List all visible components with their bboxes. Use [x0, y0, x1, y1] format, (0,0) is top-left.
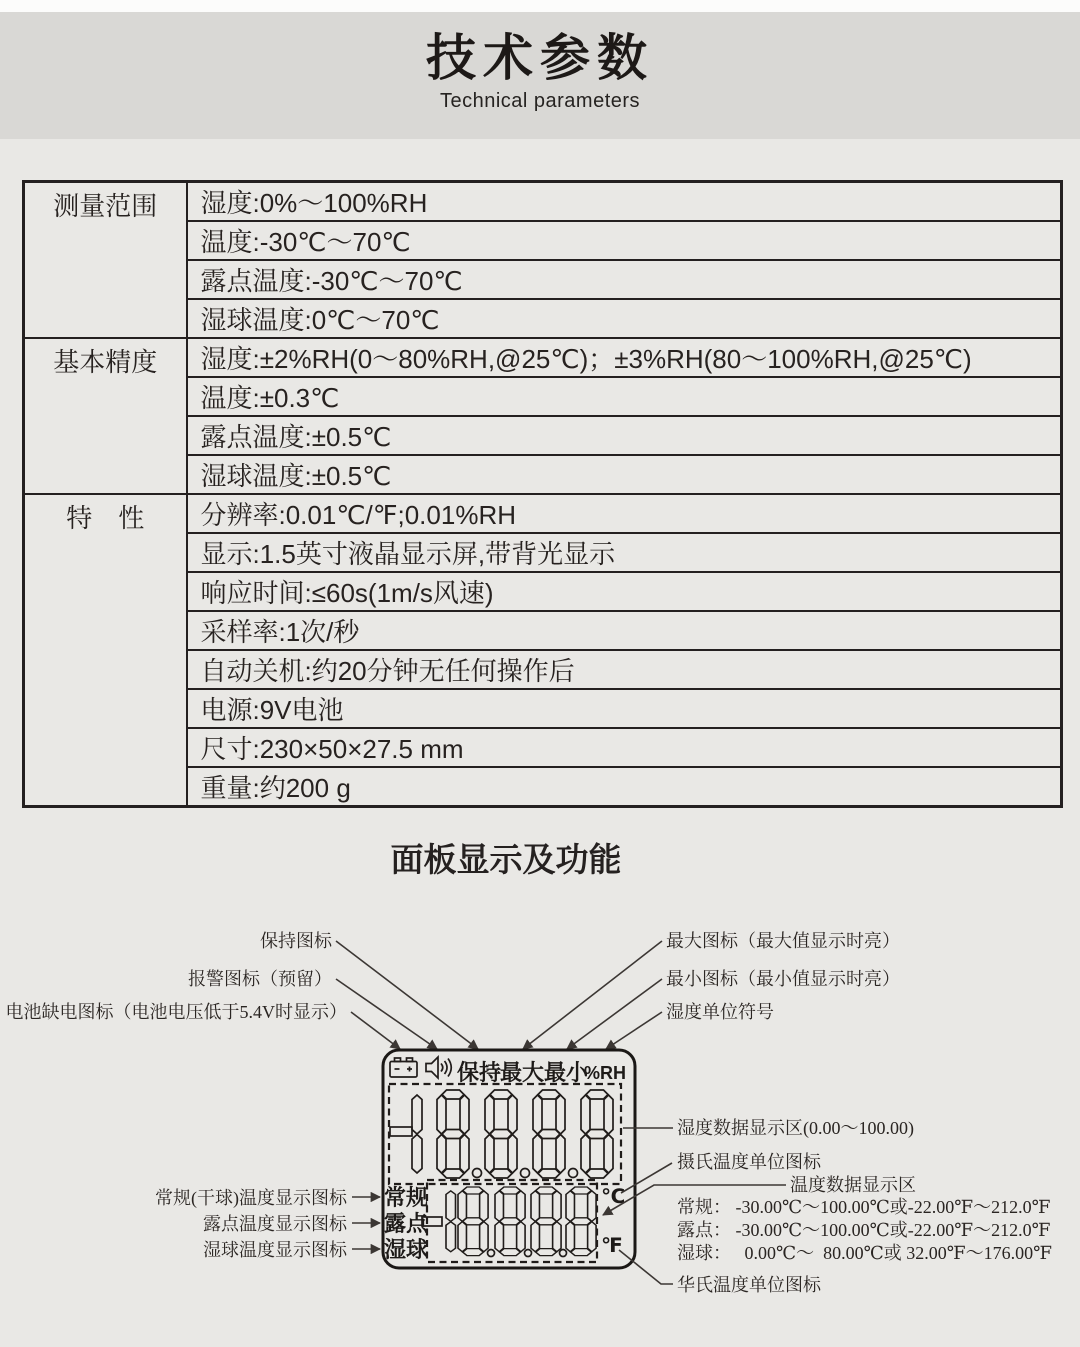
callout-hold-label: 保持图标	[260, 931, 332, 951]
humidity-digit-8	[437, 1090, 469, 1178]
temperature-digit-8	[458, 1187, 488, 1256]
temp-range-normal: 常规： -30.00℃～100.00℃或-22.00℉～212.0℉	[677, 1197, 1051, 1217]
lcd-wet-label: 湿球	[384, 1237, 429, 1262]
callout-normal-icon-label: 常规(干球)温度显示图标	[155, 1188, 347, 1208]
spec-value: 湿度:±2%RH(0～80%RH,@25℃)；±3%RH(80～100%RH,@25℃)	[187, 338, 1062, 377]
callout-line-hold	[336, 941, 478, 1049]
lcd-rh-unit: %RH	[583, 1063, 627, 1083]
battery-low-icon	[390, 1058, 417, 1077]
temperature-digit-8	[531, 1187, 561, 1256]
decimal-point	[569, 1169, 578, 1178]
callout-temp-area-label: 温度数据显示区	[790, 1175, 916, 1195]
humidity-digit-8	[581, 1090, 613, 1178]
spec-value: 温度:-30℃～70℃	[187, 221, 1062, 260]
decimal-point	[488, 1250, 495, 1257]
decimal-point	[473, 1169, 482, 1178]
page-title: 技术参数	[426, 30, 654, 86]
spec-value: 湿度:0%～100%RH	[187, 182, 1062, 222]
spec-value: 采样率:1次/秒	[187, 611, 1062, 650]
lcd-celsius-unit: ℃	[601, 1186, 626, 1208]
lcd-max-label: 最大	[499, 1060, 545, 1085]
spec-value: 响应时间:≤60s(1m/s风速)	[187, 572, 1062, 611]
callout-max-label: 最大图标（最大值显示时亮）	[666, 931, 900, 951]
panel-section-title: 面板显示及功能	[390, 841, 622, 878]
decimal-point	[560, 1250, 567, 1257]
spec-value: 湿球温度:±0.5℃	[187, 455, 1062, 494]
spec-value: 重量:约200 g	[187, 767, 1062, 807]
callout-rh-unit-label: 湿度单位符号	[666, 1002, 774, 1022]
spec-value: 尺寸:230×50×27.5 mm	[187, 728, 1062, 767]
spec-value: 露点温度:-30℃～70℃	[187, 260, 1062, 299]
callout-battery-label: 电池缺电图标（电池电压低于5.4V时显示）	[5, 1002, 347, 1022]
temperature-digit-1	[446, 1191, 456, 1252]
lcd-dew-label: 露点	[384, 1211, 429, 1236]
page-header	[0, 12, 1080, 139]
callout-rh-area-label: 湿度数据显示区(0.00～100.00)	[677, 1118, 914, 1138]
lcd-hold-label: 保持	[456, 1060, 502, 1085]
spec-value: 电源:9V电池	[187, 689, 1062, 728]
spec-group-label-features: 特 性	[24, 494, 187, 807]
table-row	[24, 338, 1062, 377]
callout-min-label: 最小图标（最小值显示时亮）	[666, 969, 900, 989]
lcd-panel-diagram	[0, 900, 1080, 1347]
table-row	[24, 494, 1062, 533]
spec-value: 湿球温度:0℃～70℃	[187, 299, 1062, 338]
spec-value: 分辨率:0.01℃/℉;0.01%RH	[187, 494, 1062, 533]
callout-line-rh-unit	[606, 1012, 662, 1049]
spec-group-label-range: 测量范围	[24, 182, 187, 339]
page-subtitle: Technical parameters	[439, 90, 641, 112]
spec-value: 显示:1.5英寸液晶显示屏,带背光显示	[187, 533, 1062, 572]
humidity-digit-8	[533, 1090, 565, 1178]
temperature-digit-8	[566, 1187, 596, 1256]
temp-range-wet: 湿球： 0.00℃～ 80.00℃或 32.00℉～176.00℉	[677, 1243, 1052, 1263]
lcd-min-label: 最小	[543, 1060, 589, 1085]
humidity-minus-sign	[390, 1127, 412, 1136]
top-white-strip	[0, 0, 1080, 12]
lcd-fahrenheit-unit: ℉	[601, 1235, 623, 1257]
table-row	[24, 182, 1062, 222]
temp-range-dew: 露点： -30.00℃～100.00℃或-22.00℉～212.0℉	[677, 1220, 1051, 1240]
callout-dew-icon-label: 露点温度显示图标	[203, 1214, 347, 1234]
spec-value: 自动关机:约20分钟无任何操作后	[187, 650, 1062, 689]
spec-group-label-accuracy: 基本精度	[24, 338, 187, 494]
humidity-digit-8	[485, 1090, 517, 1178]
decimal-point	[521, 1169, 530, 1178]
temperature-digit-8	[495, 1187, 525, 1256]
spec-table	[22, 180, 1063, 808]
lcd-normal-label: 常规	[384, 1185, 429, 1210]
callout-alarm-label: 报警图标（预留）	[188, 969, 332, 989]
humidity-digit-1	[412, 1095, 422, 1173]
decimal-point	[525, 1250, 532, 1257]
callout-f-unit-label: 华氏温度单位图标	[677, 1275, 821, 1295]
spec-value: 露点温度:±0.5℃	[187, 416, 1062, 455]
callout-line-min	[567, 979, 662, 1049]
callout-wet-icon-label: 湿球温度显示图标	[203, 1240, 347, 1260]
spec-value: 温度:±0.3℃	[187, 377, 1062, 416]
alarm-speaker-icon	[426, 1057, 451, 1078]
callout-c-unit-label: 摄氏温度单位图标	[677, 1152, 821, 1172]
